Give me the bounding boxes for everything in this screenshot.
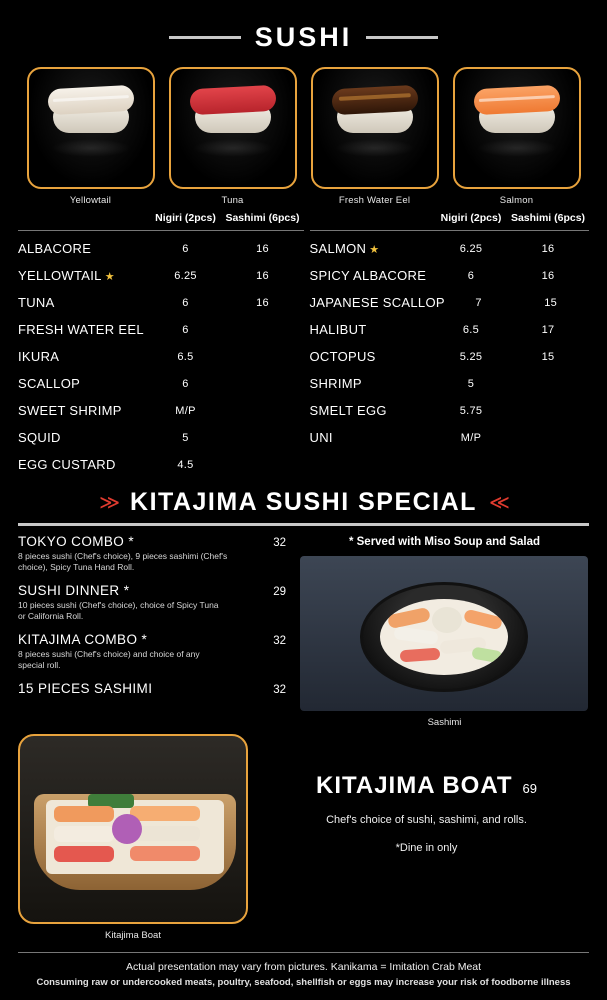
sashimi-bowl-photo (300, 556, 588, 711)
salmon-nigiri-photo (453, 67, 581, 189)
column-headers (310, 212, 590, 228)
reflection-shape (477, 139, 557, 157)
table-row (18, 370, 304, 397)
table-row (18, 397, 304, 424)
item-name: UNI (309, 430, 333, 445)
table-row (18, 424, 304, 451)
sushi-piece (130, 806, 200, 821)
special-description: 8 pieces sushi (Chef's choice), 9 pieces sashimi (Chef's choice), Spicy Tuna Hand Roll. (18, 551, 228, 573)
item-nigiri-price: 5.75 (459, 404, 483, 417)
item-name: EGG CUSTARD (18, 457, 116, 472)
specials-section (0, 526, 607, 728)
item-nigiri-price: 6.25 (174, 269, 197, 282)
fish-slice-shape (189, 85, 276, 115)
special-price: 32 (273, 634, 286, 647)
boat-title-row (264, 772, 589, 800)
special-name: SUSHI DINNER * (18, 582, 130, 598)
table-row (310, 235, 590, 262)
header-name (18, 212, 150, 224)
special-price: 29 (273, 585, 286, 598)
item-nigiri-price: M/P (175, 404, 196, 417)
shrimp-icon-right: ≪ (488, 492, 508, 514)
list-item (18, 681, 286, 696)
yellowtail-nigiri-photo (27, 67, 155, 189)
item-sashimi-price: 16 (256, 242, 269, 255)
list-item (18, 632, 286, 672)
special-name: 15 PIECES SASHIMI (18, 680, 153, 696)
photo-caption: Tuna (221, 195, 244, 206)
specials-list (18, 534, 286, 728)
table-row (18, 316, 304, 343)
item-name: SPICY ALBACORE (309, 268, 427, 283)
item-name: HALIBUT (309, 322, 367, 337)
boat-text-block (264, 734, 589, 941)
special-head (18, 632, 286, 647)
header-nigiri: Nigiri (2pcs) (155, 212, 216, 224)
footer (0, 952, 607, 988)
sushi-piece (130, 846, 200, 861)
item-nigiri-price: M/P (460, 431, 482, 444)
star-icon: ★ (104, 271, 115, 283)
table-row (310, 316, 590, 343)
table-row (310, 370, 590, 397)
item-nigiri-price: 5 (182, 431, 189, 444)
photo-strip (0, 67, 607, 206)
item-name (18, 268, 150, 283)
header-name (310, 212, 436, 224)
boat-section (0, 728, 607, 941)
item-name: SMELT EGG (309, 403, 387, 418)
footer-line-2: Consuming raw or undercooked meats, poultry, seafood, shellfish or eggs may increase your risk of foodborne illness (36, 977, 571, 988)
header-rule (310, 230, 590, 231)
item-nigiri-price: 6 (182, 242, 189, 255)
sashimi-slice (471, 646, 503, 663)
item-nigiri-price: 4.5 (177, 458, 194, 471)
item-sashimi-price: 16 (541, 242, 555, 255)
item-name: JAPANESE SCALLOP (309, 295, 445, 310)
tuna-nigiri-photo (169, 67, 297, 189)
list-item (18, 534, 286, 574)
special-name: TOKYO COMBO * (18, 534, 134, 549)
item-nigiri-price: 6 (182, 377, 189, 390)
item-name: FRESH WATER EEL (18, 322, 144, 337)
photo-cell (27, 67, 155, 206)
item-name: ALBACORE (18, 241, 92, 256)
sashimi-slice (463, 608, 503, 630)
special-banner (0, 488, 607, 517)
boat-photo-block (18, 734, 248, 941)
item-name: IKURA (18, 349, 60, 364)
special-price: 32 (273, 683, 286, 696)
column-headers (18, 212, 304, 228)
photo-caption: Fresh Water Eel (338, 195, 411, 206)
title-rule-right (366, 36, 438, 39)
item-label: YELLOWTAIL (18, 268, 102, 283)
fish-slice-shape (473, 85, 560, 115)
list-item (18, 583, 286, 623)
item-name: SQUID (18, 430, 61, 445)
photo-cell (311, 67, 439, 206)
item-sashimi-price: 16 (256, 269, 269, 282)
price-column-right (304, 212, 590, 478)
table-row (310, 424, 590, 451)
item-nigiri-price: 7 (475, 296, 482, 309)
table-row (310, 262, 590, 289)
special-description: 8 pieces sushi (Chef's choice) and choice of any special roll. (18, 648, 200, 671)
table-row (18, 451, 304, 478)
table-row (310, 289, 590, 316)
special-title: KITAJIMA SUSHI SPECIAL (130, 488, 477, 516)
sashimi-slice (432, 607, 462, 633)
sashimi-slice (393, 626, 438, 645)
item-name: SWEET SHRIMP (18, 403, 122, 418)
special-head (18, 534, 286, 549)
photo-cell (169, 67, 297, 206)
item-sashimi-price: 15 (541, 350, 555, 363)
reflection-shape (51, 139, 131, 157)
sushi-piece (54, 846, 114, 862)
photo-caption: Kitajima Boat (105, 930, 161, 941)
boat-note: *Dine in only (395, 842, 458, 854)
header-rule (18, 230, 304, 231)
header-sashimi: Sashimi (6pcs) (510, 212, 586, 224)
item-nigiri-price: 6.5 (177, 350, 194, 363)
item-sashimi-price: 17 (541, 323, 555, 336)
table-row (18, 289, 304, 316)
bowl-shape (360, 582, 528, 692)
bowl-contents (380, 599, 508, 675)
shrimp-icon-left: ≫ (99, 492, 119, 514)
special-description: 10 pieces sushi (Chef's choice), choice of Spicy Tuna or California Roll. (18, 599, 219, 622)
sushi-piece (54, 826, 114, 842)
item-nigiri-price: 6.5 (462, 323, 480, 336)
item-name: SHRIMP (309, 376, 362, 391)
item-name: TUNA (18, 295, 55, 310)
item-nigiri-price: 5 (467, 377, 475, 390)
reflection-shape (335, 139, 415, 157)
item-sashimi-price: 16 (256, 296, 269, 309)
table-row (18, 343, 304, 370)
photo-caption: Yellowtail (69, 195, 112, 206)
sushi-piece (54, 806, 114, 822)
special-head (18, 681, 286, 696)
header-nigiri: Nigiri (2pcs) (440, 212, 502, 224)
header-sashimi: Sashimi (6pcs) (225, 212, 300, 224)
table-row (310, 397, 590, 424)
table-row (310, 343, 590, 370)
sashimi-slice (400, 647, 441, 662)
fish-slice-shape (47, 85, 134, 115)
price-column-left (18, 212, 304, 478)
special-price: 32 (273, 537, 286, 549)
kitajima-boat-photo (18, 734, 248, 924)
reflection-shape (193, 139, 273, 157)
item-label: SALMON (309, 241, 367, 256)
item-name (310, 241, 436, 256)
item-nigiri-price: 6 (182, 323, 189, 336)
star-icon: ★ (369, 244, 380, 256)
sashimi-photo-block (300, 534, 589, 728)
fish-slice-shape (331, 85, 418, 115)
footer-line-1: Actual presentation may vary from pictures. Kanikama = Imitation Crab Meat (125, 961, 482, 973)
boat-subtitle: Chef's choice of sushi, sashimi, and rolls. (326, 814, 527, 826)
table-row (18, 235, 304, 262)
item-sashimi-price: 16 (541, 269, 555, 282)
footer-rule (18, 952, 589, 953)
orchid-garnish-shape (112, 814, 142, 844)
item-nigiri-price: 6 (467, 269, 475, 282)
boat-title: KITAJIMA BOAT (315, 772, 513, 799)
special-head (18, 583, 286, 598)
page-title: SUSHI (254, 22, 353, 52)
served-note: * Served with Miso Soup and Salad (348, 536, 541, 548)
photo-caption: Sashimi (427, 717, 462, 728)
item-nigiri-price: 5.25 (459, 350, 483, 363)
table-row (18, 262, 304, 289)
photo-cell (453, 67, 581, 206)
price-table (0, 206, 607, 478)
photo-caption: Salmon (499, 195, 534, 206)
special-name: KITAJIMA COMBO * (18, 631, 148, 647)
sashimi-slice (387, 606, 431, 628)
item-nigiri-price: 6.25 (459, 242, 483, 255)
page-title-row (0, 0, 607, 53)
boat-price: 69 (522, 781, 537, 796)
title-rule-left (169, 36, 241, 39)
item-name: OCTOPUS (309, 349, 376, 364)
item-nigiri-price: 6 (182, 296, 189, 309)
item-name: SCALLOP (18, 376, 81, 391)
item-sashimi-price: 15 (544, 296, 558, 309)
eel-nigiri-photo (311, 67, 439, 189)
